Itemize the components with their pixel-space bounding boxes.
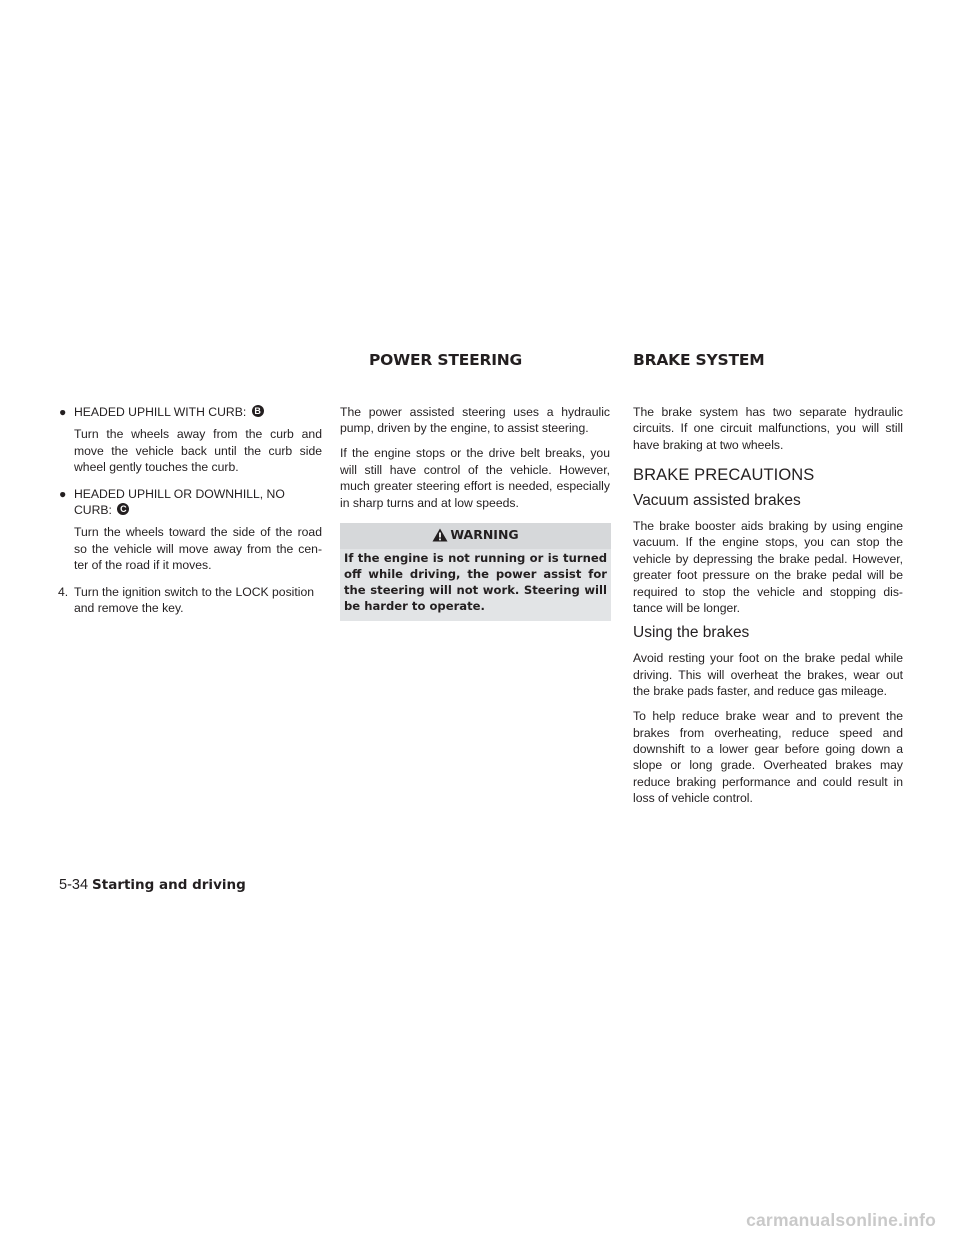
warning-icon <box>432 528 448 542</box>
bullet-uphill-downhill-no-curb <box>58 486 322 519</box>
column-brake-system <box>633 404 903 815</box>
paragraph: Avoid resting your foot on the brake pedal while driving. This will overheat the brakes, wear out the brake pads faster, and reduce gas mileage. <box>633 651 903 699</box>
bullet-text: Turn the wheels away from the curb and move the vehicle back until the curb side wheel gently touches the curb. <box>74 427 322 475</box>
paragraph: The power assisted steering uses a hydraulic pump, driven by the engine, to assist steering. <box>340 405 610 436</box>
brake-system-heading: BRAKE SYSTEM <box>633 351 765 369</box>
power-steering-heading: POWER STEERING <box>369 351 523 369</box>
warning-box <box>340 523 611 621</box>
column-parking-instructions <box>58 404 322 616</box>
chapter-title: Starting and driving <box>92 877 246 893</box>
step-number: 4. <box>58 584 69 599</box>
brake-precautions-heading: BRAKE PRECAUTIONS <box>633 466 815 485</box>
bullet-label: HEADED UPHILL OR DOWNHILL, NO CURB: <box>74 486 285 518</box>
watermark: carmanualsonline.info <box>746 1210 936 1230</box>
page-footer <box>59 877 246 893</box>
column-power-steering <box>340 404 610 621</box>
paragraph: The brake system has two separate hydraulic circuits. If one circuit malfunctions, you will still have braking at two wheels. <box>633 405 903 452</box>
paragraph: To help reduce brake wear and to prevent the brakes from overheating, reduce speed and downshift to a lower gear before going down a slope or long grade. Overheated brakes may reduce braking performance and could result in loss of vehicle control. <box>633 709 903 806</box>
step-4 <box>58 584 322 617</box>
vacuum-brakes-heading: Vacuum assisted brakes <box>633 491 801 509</box>
page-number: 5-34 <box>59 877 89 893</box>
bullet-text: Turn the wheels toward the side of the road so the vehicle will move away from the cen- ter of the road if it moves. <box>74 525 322 573</box>
paragraph: The brake booster aids braking by using engine vacuum. If the engine stops, you can stop the vehicle by depressing the brake pedal. However, greater foot pressure on the brake pedal will be required to stop the vehicle and stopping dis- tance will be longer. <box>633 519 903 616</box>
warning-header <box>340 523 611 549</box>
step-text: Turn the ignition switch to the LOCK position and remove the key. <box>74 584 315 616</box>
warning-text: If the engine is not running or is turned off while driving, the power assist for the steering will not work. Steering will be harder to operate. <box>340 549 611 621</box>
bullet-dot: ● <box>59 486 67 501</box>
bullet-uphill-with-curb <box>58 404 322 420</box>
warning-title: WARNING <box>450 526 519 542</box>
callout-badge-b: B <box>252 405 264 417</box>
paragraph: If the engine stops or the drive belt breaks, you will still have control of the vehicle. However, much greater steering effort is needed, especially in sharp turns and at low speeds. <box>340 446 610 510</box>
bullet-dot: ● <box>59 405 67 419</box>
using-brakes-heading: Using the brakes <box>633 623 750 641</box>
bullet-label: HEADED UPHILL WITH CURB: <box>74 405 247 419</box>
callout-badge-c: C <box>117 503 129 515</box>
